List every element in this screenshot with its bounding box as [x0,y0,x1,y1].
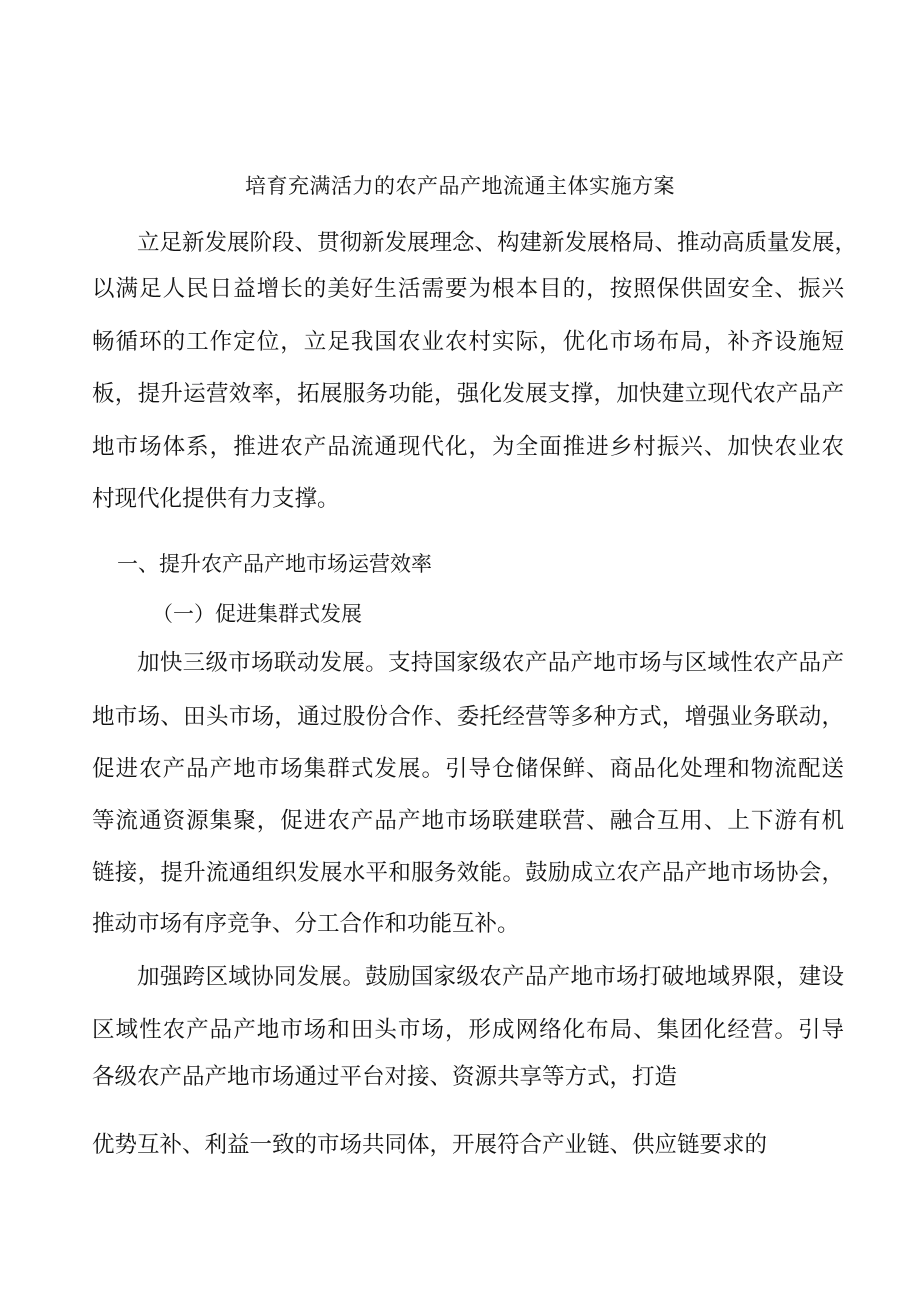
paragraph-line: 推动市场有序竞争、分工合作和功能互补。 [92,911,520,937]
intro-line-4: 板，提升运营效率，拓展服务功能，强化发展支撑，加快建立现代农产品产 [92,381,844,407]
subsection-heading: （一）促进集群式发展 [152,602,362,626]
intro-line-1: 立足新发展阶段、贯彻新发展理念、构建新发展格局、推动高质量发展， [137,230,858,256]
paragraph-line: 等流通资源集聚，促进农产品产地市场联建联营、融合互用、上下游有机 [92,808,844,834]
paragraph-line: 区域性农产品产地市场和田头市场，形成网络化布局、集团化经营。引导 [92,1017,844,1043]
document-title: 培育充满活力的农产品产地流通主体实施方案 [245,174,675,198]
intro-line-3: 畅循环的工作定位，立足我国农业农村实际，优化市场布局，补齐设施短 [92,329,844,355]
paragraph-line: 加强跨区域协同发展。鼓励国家级农产品产地市场打破地域界限，建设 [137,964,844,990]
paragraph-line: 加快三级市场联动发展。支持国家级农产品产地市场与区域性农产品产 [137,650,844,676]
intro-line-6: 村现代化提供有力支撑。 [92,486,340,512]
intro-line-5: 地市场体系，推进农产品流通现代化，为全面推进乡村振兴、加快农业农 [92,434,844,460]
intro-line-2: 以满足人民日益增长的美好生活需要为根本目的，按照保供固安全、振兴 [92,276,844,302]
paragraph-line: 地市场、田头市场，通过股份合作、委托经营等多种方式，增强业务联动， [92,704,844,730]
paragraph-line: 各级农产品产地市场通过平台对接、资源共享等方式，打造 [92,1064,678,1090]
section-heading: 一、提升农产品产地市场运营效率 [117,552,432,576]
paragraph-line: 链接，提升流通组织发展水平和服务效能。鼓励成立农产品产地市场协会， [92,860,844,886]
paragraph-line: 促进农产品产地市场集群式发展。引导仓储保鲜、商品化处理和物流配送 [92,756,844,782]
paragraph-line: 优势互补、利益一致的市场共同体，开展符合产业链、供应链要求的 [92,1132,768,1158]
